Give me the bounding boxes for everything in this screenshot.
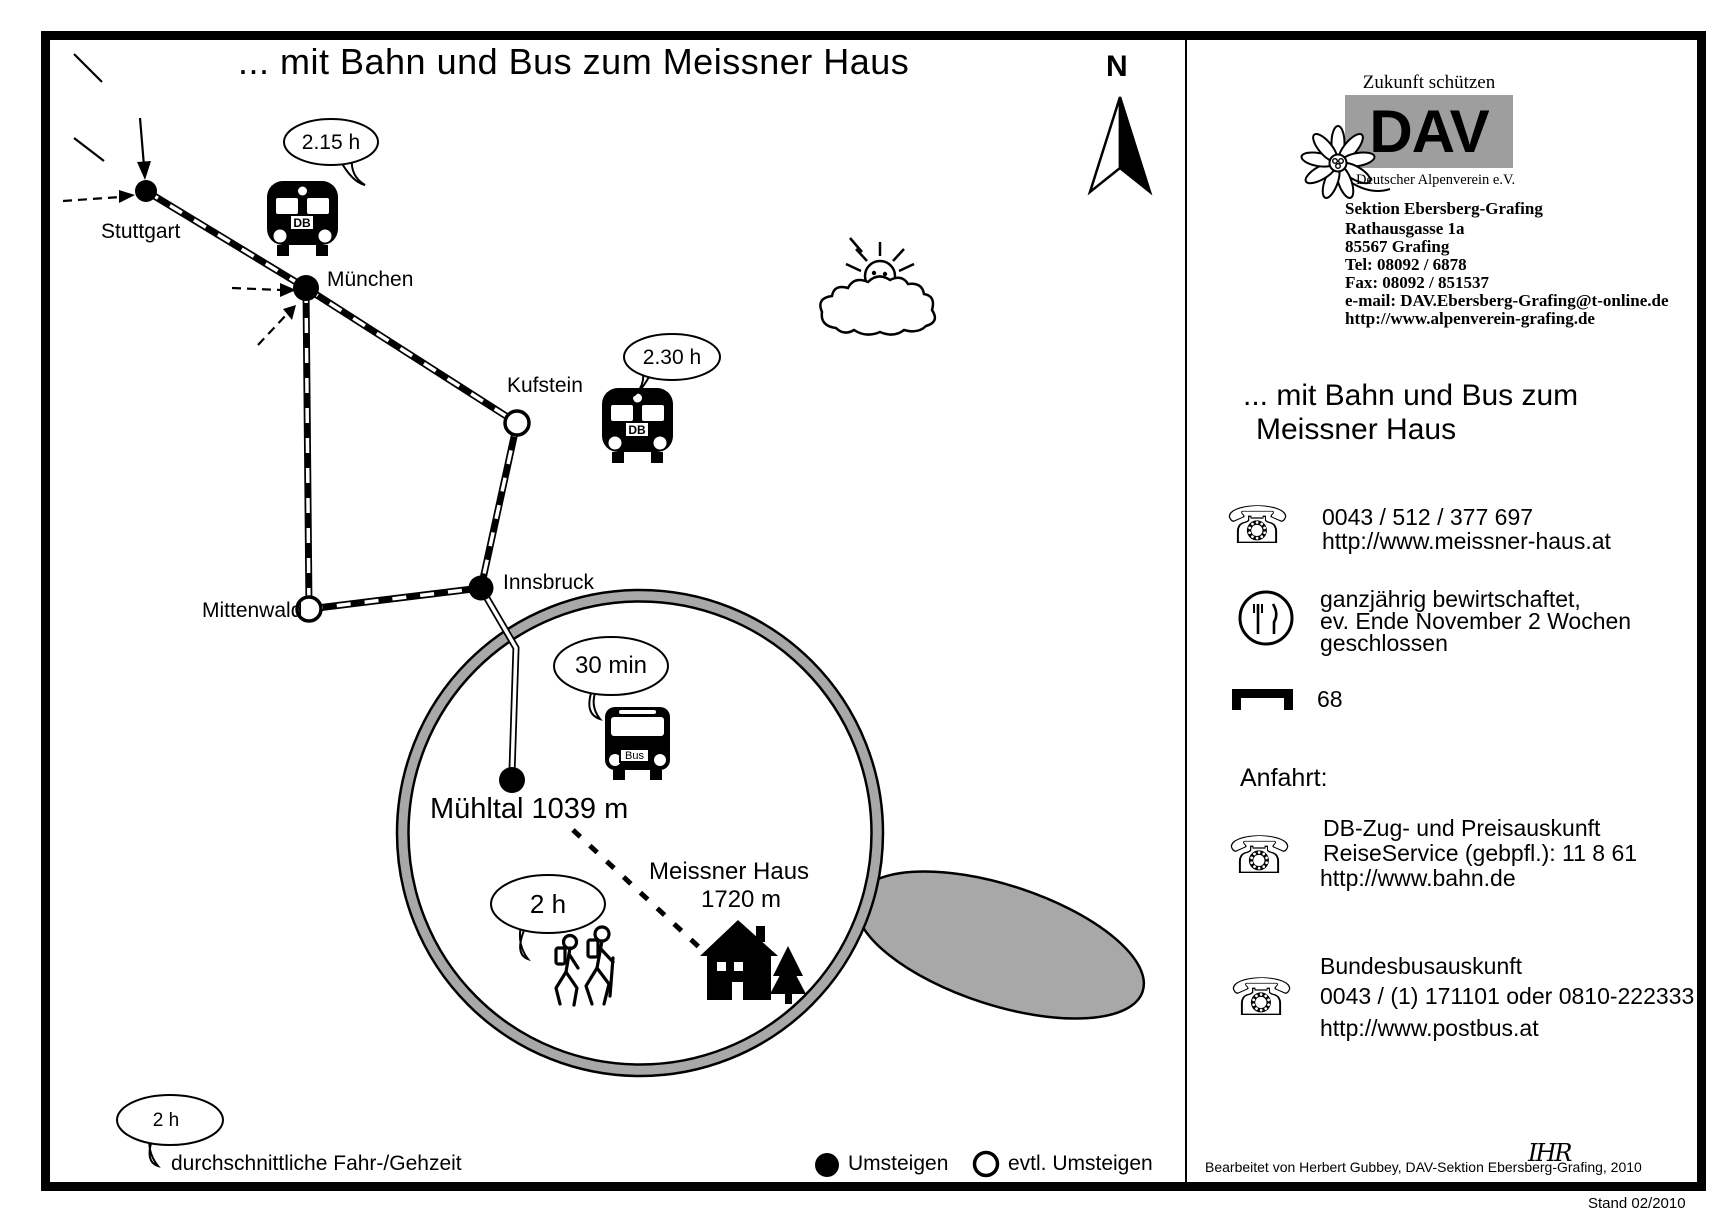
catering-line-3: geschlossen (1320, 630, 1448, 656)
db-info-line-1: DB-Zug- und Preisauskunft (1323, 815, 1601, 841)
node-stuttgart (135, 180, 157, 202)
stuttgart-arrowhead-right (119, 190, 135, 203)
legend-transfer-label: Umsteigen (848, 1152, 949, 1175)
city-label-mittenwald: Mittenwald (202, 599, 303, 622)
bus-info-line-1: Bundesbusauskunft (1320, 953, 1523, 979)
legend-transfer-dot (815, 1153, 839, 1177)
phone-icon-hut: ☏ (1225, 496, 1291, 556)
phone-icon-db: ☏ (1227, 826, 1293, 886)
muenchen-arrows (232, 288, 288, 345)
phone-icon-bus: ☏ (1229, 968, 1295, 1028)
city-label-stuttgart: Stuttgart (101, 220, 181, 243)
stuttgart-arrows (63, 54, 144, 201)
bubble-text-230: 2.30 h (642, 346, 702, 369)
credit-line: Bearbeitet von Herbert Gubbey, DAV-Sektion Ebersberg-Grafing, 2010 (1205, 1159, 1642, 1175)
bubble-text-2h-hike: 2 h (529, 889, 567, 919)
city-label-innsbruck: Innsbruck (503, 571, 595, 594)
hut-phone-number: 0043 / 512 / 377 697 (1322, 504, 1534, 530)
legend-opt-transfer-circle (975, 1153, 998, 1176)
bus-info-line-3: http://www.postbus.at (1320, 1015, 1539, 1041)
stand-date: Stand 02/2010 (1588, 1195, 1686, 1212)
magnifier-handle (839, 842, 1161, 1049)
panel-heading-line1: ... mit Bahn und Bus zum (1243, 379, 1579, 412)
address-line-1: Sektion Ebersberg-Grafing (1345, 199, 1543, 218)
node-muehltal (499, 767, 525, 793)
anfahrt-heading: Anfahrt: (1240, 764, 1328, 792)
hut-elevation-label: 1720 m (701, 886, 782, 913)
address-line-7: http://www.alpenverein-grafing.de (1345, 309, 1595, 328)
railway-lines (146, 191, 517, 609)
db-logo-1: DB (289, 214, 315, 231)
bubble-text-legend: 2 h (152, 1110, 180, 1131)
address-line-6: e-mail: DAV.Ebersberg-Grafing@t-online.de (1345, 291, 1669, 310)
city-label-muenchen: München (327, 268, 414, 291)
db-info-line-2: ReiseService (gebpfl.): 11 8 61 (1323, 840, 1638, 866)
muehltal-label: Mühltal 1039 m (430, 793, 629, 825)
db-logo-2: DB (624, 421, 650, 438)
bubble-text-215: 2.15 h (301, 131, 361, 154)
bus-icon (605, 707, 670, 780)
bubble-text-30min: 30 min (574, 652, 648, 679)
beds-icon (1232, 689, 1293, 710)
north-label: N (1106, 50, 1128, 83)
bus-sign: Bus (619, 748, 650, 763)
catering-line-1: ganzjährig bewirtschaftet, (1320, 586, 1581, 612)
address-line-5: Fax: 08092 / 851537 (1345, 273, 1490, 292)
node-innsbruck (469, 576, 494, 601)
legend-opt-transfer-label: evtl. Umsteigen (1008, 1152, 1153, 1175)
bus-info-line-2: 0043 / (1) 171101 oder 0810-222333 (1320, 983, 1695, 1009)
beds-count: 68 (1317, 686, 1343, 712)
legend-avg-label: durchschnittliche Fahr-/Gehzeit (171, 1152, 462, 1175)
map-title: ... mit Bahn und Bus zum Meissner Haus (238, 41, 910, 82)
panel-heading-line2: Meissner Haus (1256, 413, 1457, 446)
hut-url: http://www.meissner-haus.at (1322, 528, 1611, 554)
logo-dav: DAV (1369, 98, 1489, 165)
node-muenchen (293, 275, 319, 301)
logo-slogan: Zukunft schützen (1362, 72, 1496, 93)
logo-subtitle: Deutscher Alpenverein e.V. (1356, 172, 1516, 188)
catering-line-2: ev. Ende November 2 Wochen (1320, 608, 1632, 634)
city-label-kufstein: Kufstein (507, 374, 583, 397)
stuttgart-arrowhead-down (137, 161, 151, 180)
sun-cloud-icon (820, 238, 935, 335)
node-kufstein (505, 411, 529, 435)
hut-name-label: Meissner Haus (649, 858, 810, 885)
restaurant-icon (1240, 592, 1292, 644)
address-line-4: Tel: 08092 / 6878 (1345, 255, 1467, 274)
address-line-3: 85567 Grafing (1345, 237, 1450, 256)
address-line-2: Rathausgasse 1a (1345, 219, 1465, 238)
db-info-line-3: http://www.bahn.de (1320, 865, 1516, 891)
north-arrow-icon (1090, 97, 1150, 192)
author-signature: IHR (1528, 1139, 1571, 1167)
